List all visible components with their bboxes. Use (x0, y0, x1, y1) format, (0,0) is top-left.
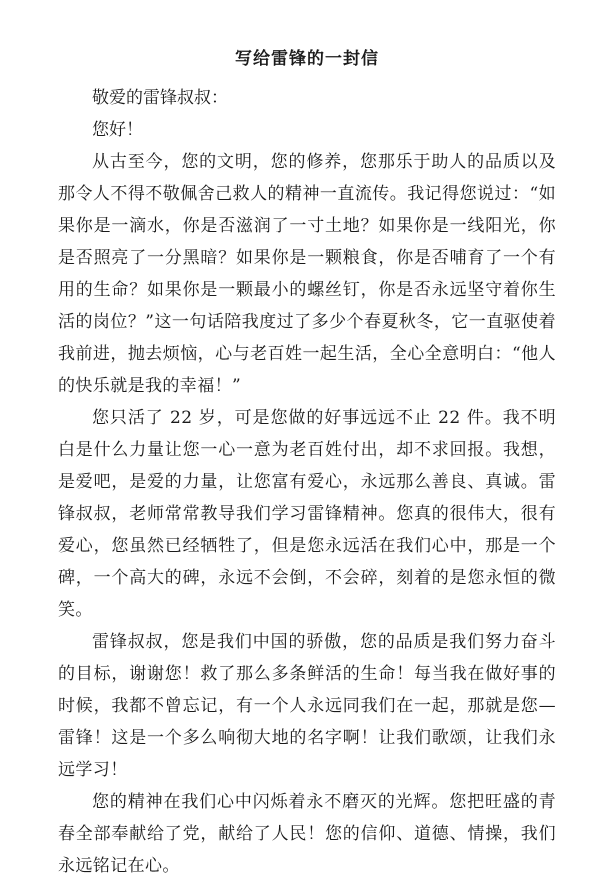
greeting: 您好！ (92, 120, 143, 140)
paragraph-3: 雷锋叔叔，您是我们中国的骄傲，您的品质是我们努力奋斗的目标，谢谢您！救了那么多条鲜活的生命！每当我在做好事的时候，我都不曾忘记，有一个人永远同我们在一起，那就是您—雷锋！这是一个多么响彻大地的名字啊！让我们歌颂，让我们永远学习！ (58, 632, 556, 780)
paragraph-4: 您的精神在我们心中闪烁着永不磨灭的光辉。您把旺盛的青春全部奉献给了党，献给了人民！您的信仰、道德、情操，我们永远铭记在心。 (58, 792, 556, 876)
letter-title: 写给雷锋的一封信 (235, 49, 379, 69)
salutation: 敬爱的雷锋叔叔： (92, 88, 228, 108)
paragraph-2: 您只活了 22 岁，可是您做的好事远远不止 22 件。我不明白是什么力量让您一心一意为老百姓付出，却不求回报。我想，是爱吧，是爱的力量，让您富有爱心，永远那么善良、真诚。雷锋叔叔，老师常常教导我们学习雷锋精神。您真的很伟大，很有爱心，您虽然已经牺牲了，但是您永远活在我们心中，那是一个碑，一个高大的碑，永远不会倒，不会碎，刻着的是您永恒的微笑。 (58, 408, 556, 620)
paragraph-1: 从古至今，您的文明，您的修养，您那乐于助人的品质以及那令人不得不敬佩舍己救人的精神一直流传。我记得您说过：“如果你是一滴水，你是否滋润了一寸土地？如果你是一线阳光，你是否照亮了一分黑暗？如果你是一颗粮食，你是否哺育了一个有用的生命？如果你是一颗最小的螺丝钉，你是否永远坚守着你生活的岗位？”这一句话陪我度过了多少个春夏秋冬，它一直驱使着我前进，抛去烦恼，心与老百姓一起生活，全心全意明白：“他人的快乐就是我的幸福！” (58, 152, 556, 396)
